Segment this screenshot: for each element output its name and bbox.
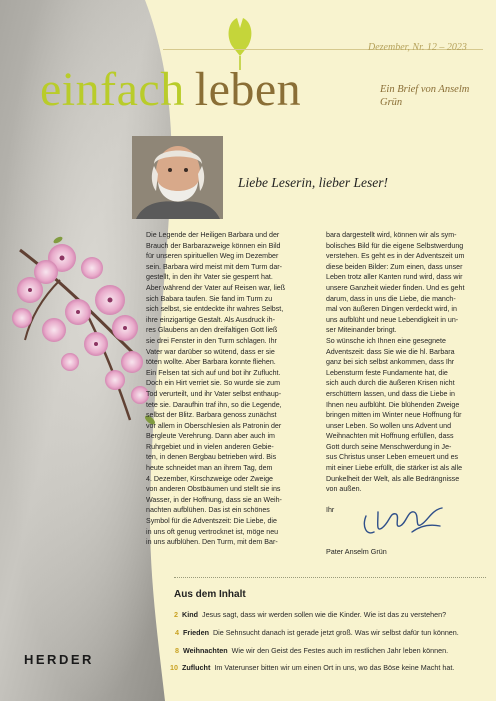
letter-line: bolisches Bild für die eigene Selbstwerdung	[326, 241, 464, 250]
letter-line: nachten aufblühen. Das ist ein schönes	[146, 506, 270, 515]
letter-line: So wünsche ich Ihnen eine gesegnete	[326, 336, 446, 345]
letter-line: in uns aufblühen. Den Turm, mit dem Bar-	[146, 538, 278, 547]
letter-line: Bergleute Verehrung. Dann aber auch im	[146, 432, 275, 441]
letter-line: von anderen Obstbäumen und stellt sie ins	[146, 485, 281, 494]
toc-page-number: 8	[175, 646, 179, 655]
letter-line: bringen mitten im Winter neue Hoffnung für	[326, 411, 462, 420]
toc-page-number: 2	[174, 610, 178, 619]
letter-line: Symbol für die Adventszeit: Die Liebe, die	[146, 517, 277, 526]
letter-line: Lebensturm feste Fundamente hat, die	[326, 368, 448, 377]
letter-line: ganz bei sich selbst ankommen, dass Ihr	[326, 358, 455, 367]
letter-line: sus Christus unser Leben erneuert und es	[326, 453, 459, 462]
letter-line: sich selbst, sie entdeckte ihr wahres Selbst,	[146, 305, 284, 314]
issue-date: Dezember, Nr. 12 – 2023	[368, 42, 467, 53]
toc-text: Die Sehnsucht danach ist gerade jetzt groß. Was wir selbst dafür tun können.	[212, 628, 459, 637]
toc-text: Wie wir den Geist des Festes auch im restlichen Jahr leben können.	[231, 646, 449, 655]
letter-line: erschüttern lassen, und dass die Liebe in	[326, 389, 455, 398]
toc-keyword: Kind	[182, 610, 198, 619]
letter-line: diese beiden Bilder: Zum einen, dass unser	[326, 262, 463, 271]
letter-line: Adventszeit: dass Sie wie die hl. Barbara	[326, 347, 455, 356]
letter-line: töten wollte. Aber Barbara konnte fliehen.	[146, 358, 276, 367]
letter-line: Vater war darüber so wütend, dass er sie	[146, 347, 275, 356]
letter-line: Aber während der Vater auf Reisen war, ließ	[146, 283, 286, 292]
letter-line: für unseren spirituellen Weg im Dezember	[146, 252, 279, 261]
letter-line: sich auch durch die äußeren Krisen nicht	[326, 379, 455, 388]
title-word-einfach: einfach	[40, 63, 185, 116]
letter-line: res Glaubens an den dreifaltigen Gott ließ	[146, 326, 278, 335]
letter-line: Doch ein Hirt verriet sie. So wurde sie zum	[146, 379, 281, 388]
toc-keyword: Zuflucht	[182, 663, 211, 672]
toc-page-number: 10	[170, 663, 178, 672]
subtitle: Ein Brief von Anselm Grün	[380, 84, 470, 108]
letter-line: heute schneidet man an ihrem Tag, dem	[146, 464, 273, 473]
letter-line: ihre einzigartige Gestalt. Als Ausdruck ih-	[146, 315, 275, 324]
letter-line: bara dargestellt wird, können wir als sym-	[326, 231, 457, 239]
letter-line: vor allem in Oberschlesien als Patronin der	[146, 421, 282, 430]
letter-line: unsere Ganzheit wieder finden. Und es geht	[326, 283, 465, 292]
letter-greeting: Liebe Leserin, lieber Leser!	[238, 175, 388, 190]
toc-item[interactable]	[175, 628, 459, 637]
letter-signoff: Ihr	[326, 505, 335, 514]
toc-keyword: Weihnachten	[183, 646, 228, 655]
letter-line: selbst der Blitz. Barbara genoss zunächst	[146, 411, 277, 420]
letter-line: darum, dass in uns die Liebe, die manch-	[326, 294, 456, 303]
letter-line: Die Legende der Heiligen Barbara und der	[146, 231, 280, 239]
toc-item[interactable]	[175, 646, 448, 655]
letter-line: ser Miteinander bringt.	[326, 326, 397, 335]
letter-line: in uns oft genug vertrocknet ist, möge neu	[146, 527, 279, 536]
letter-column-1	[146, 230, 301, 548]
author-portrait	[132, 136, 223, 219]
letter-line: Ihnen neu aufblüht. Die blühenden Zweige	[326, 400, 460, 409]
toc-keyword: Frieden	[183, 628, 209, 637]
letter-line: Ruhrgebiet und in vielen anderen Gebie-	[146, 442, 274, 451]
letter-line: sie drei Fenster in den Turm schlagen. Ihr	[146, 336, 277, 345]
letter-line: Wasser, in der Hoffnung, dass sie an Weih-	[146, 495, 282, 504]
letter-line: Leben trotz aller Kanten rund wird, dass wir	[326, 273, 463, 282]
letter-line: unser Leben. So wollen uns Advent und	[326, 421, 452, 430]
letter-line: Brauch der Barbarazweige können ein Bild	[146, 241, 281, 250]
toc-item[interactable]	[170, 663, 454, 672]
letter-line: gestellt, in den ihr Vater sie gesperrt hat.	[146, 273, 273, 282]
masthead-title	[40, 63, 302, 116]
letter-line: 4. Dezember, Kirschzweige oder Zweige	[146, 474, 273, 483]
letter-line: Tod verurteilt, und ihr Vater selbst enthaup-	[146, 389, 282, 398]
toc-item[interactable]	[174, 610, 446, 619]
toc-page-number: 4	[175, 628, 179, 637]
letter-line: Weihnachten mit Hoffnung erfüllen, dass	[326, 432, 454, 441]
toc-text: Jesus sagt, dass wir werden sollen wie die Kinder. Wie ist das zu verstehen?	[201, 610, 447, 619]
letter-line: mit einer Liebe erfüllt, die stärker ist als alle	[326, 464, 463, 473]
toc-heading: Aus dem Inhalt	[174, 589, 246, 600]
toc-text: Im Vaterunser bitten wir um einen Ort in uns, wo das Böse keine Macht hat.	[214, 663, 455, 672]
title-word-leben: leben	[194, 63, 302, 116]
publisher-logo: HERDER	[24, 652, 94, 667]
letter-line: Gott durch seine Menschwerdung in Je-	[326, 442, 452, 451]
toc-divider	[174, 577, 486, 578]
letter-column-2	[326, 230, 481, 515]
letter-line: tete sie. Daraufhin traf ihn, so die Legende,	[146, 400, 282, 409]
letter-line: von außen.	[326, 485, 362, 494]
letter-line: verstehen. Es geht es in der Adventszeit um	[326, 252, 465, 261]
handwritten-signature	[360, 502, 450, 542]
letter-line: Dunkelheit der Welt, als alle Bedrängnisse	[326, 474, 460, 483]
letter-line: ten, in denen Bergbau betrieben wird. Bis	[146, 453, 277, 462]
author-name: Pater Anselm Grün	[326, 547, 387, 556]
letter-line: sein. Barbara wird meist mit dem Turm dar-	[146, 262, 283, 271]
letter-line: mal von äußeren Dingen verdeckt wird, in	[326, 305, 457, 314]
letter-line: sich Babara taufen. Sie fand im Turm zu	[146, 294, 273, 303]
letter-line: uns aufblüht und neue Lebendigkeit in un-	[326, 315, 459, 324]
letter-line: Ein Felsen tat sich auf und bot ihr Zuflucht.	[146, 368, 281, 377]
